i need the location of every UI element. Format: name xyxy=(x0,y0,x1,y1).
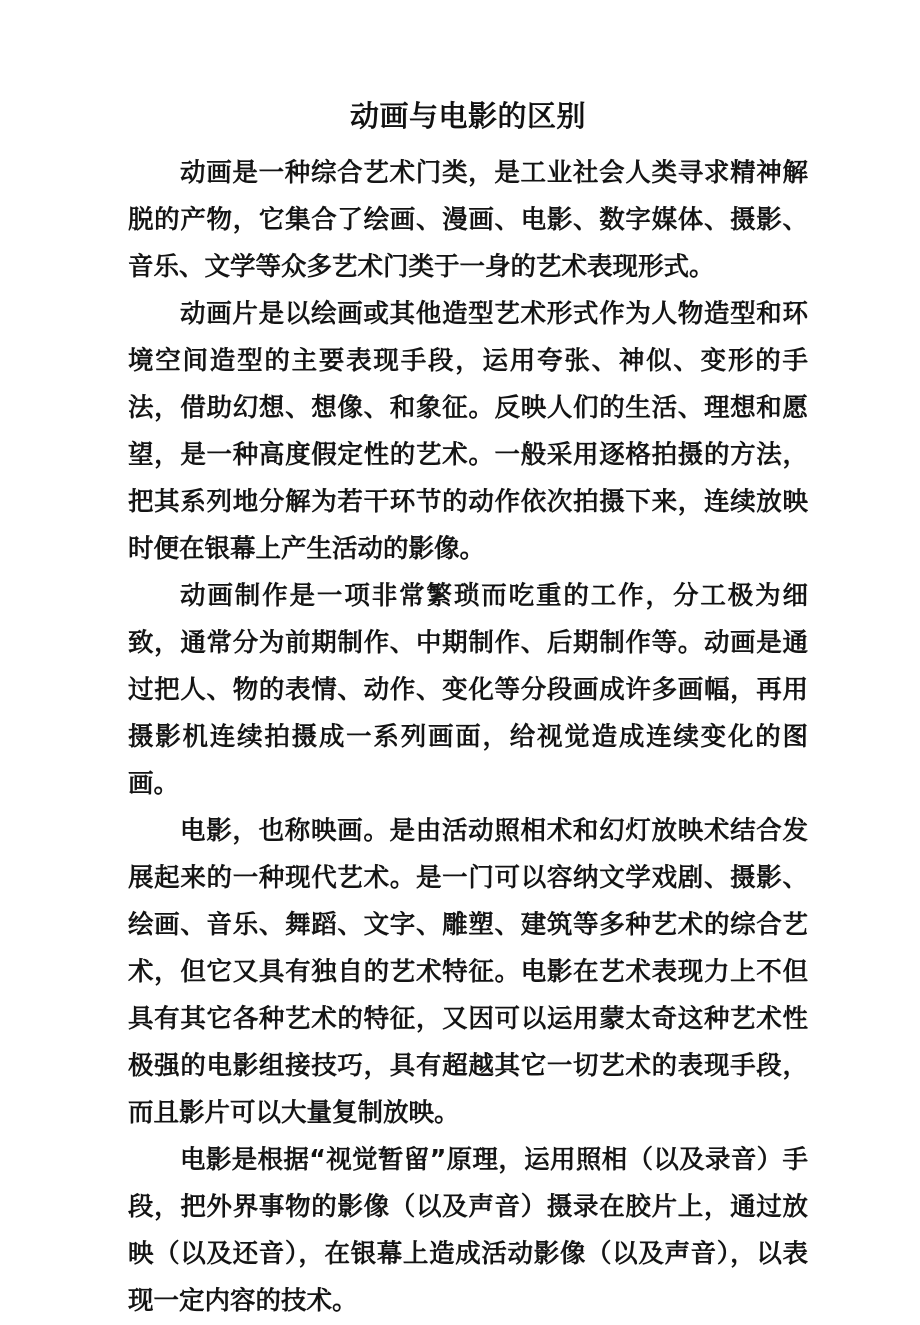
document-content xyxy=(128,96,808,1325)
paragraph-4: 电影，也称映画。是由活动照相术和幻灯放映术结合发展起来的一种现代艺术。是一门可以容纳文学戏剧、摄影、绘画、音乐、舞蹈、文字、雕塑、建筑等多种艺术的综合艺术，但它又具有独自的艺术特征。电影在艺术表现力上不但具有其它各种艺术的特征，又因可以运用蒙太奇这种艺术性极强的电影组接技巧，具有超越其它一切艺术的表现手段，而且影片可以大量复制放映。 xyxy=(128,816,808,1128)
paragraph-1: 动画是一种综合艺术门类，是工业社会人类寻求精神解脱的产物，它集合了绘画、漫画、电影、数字媒体、摄影、音乐、文学等众多艺术门类于一身的艺术表现形式。 xyxy=(128,158,808,282)
paragraph-5: 电影是根据“视觉暂留”原理，运用照相（以及录音）手段，把外界事物的影像（以及声音）摄录在胶片上，通过放映（以及还音），在银幕上造成活动影像（以及声音），以表现一定内容的技术。 xyxy=(128,1145,808,1316)
paragraph-3: 动画制作是一项非常繁琐而吃重的工作，分工极为细致，通常分为前期制作、中期制作、后期制作等。动画是通过把人、物的表情、动作、变化等分段画成许多画幅，再用摄影机连续拍摄成一系列画面，给视觉造成连续变化的图画。 xyxy=(128,581,808,799)
page-title: 动画与电影的区别 xyxy=(349,99,586,133)
paragraph-2: 动画片是以绘画或其他造型艺术形式作为人物造型和环境空间造型的主要表现手段，运用夸张、神似、变形的手法，借助幻想、想像、和象征。反映人们的生活、理想和愿望，是一种高度假定性的艺术。一般采用逐格拍摄的方法，把其系列地分解为若干环节的动作依次拍摄下来，连续放映时便在银幕上产生活动的影像。 xyxy=(128,299,808,564)
